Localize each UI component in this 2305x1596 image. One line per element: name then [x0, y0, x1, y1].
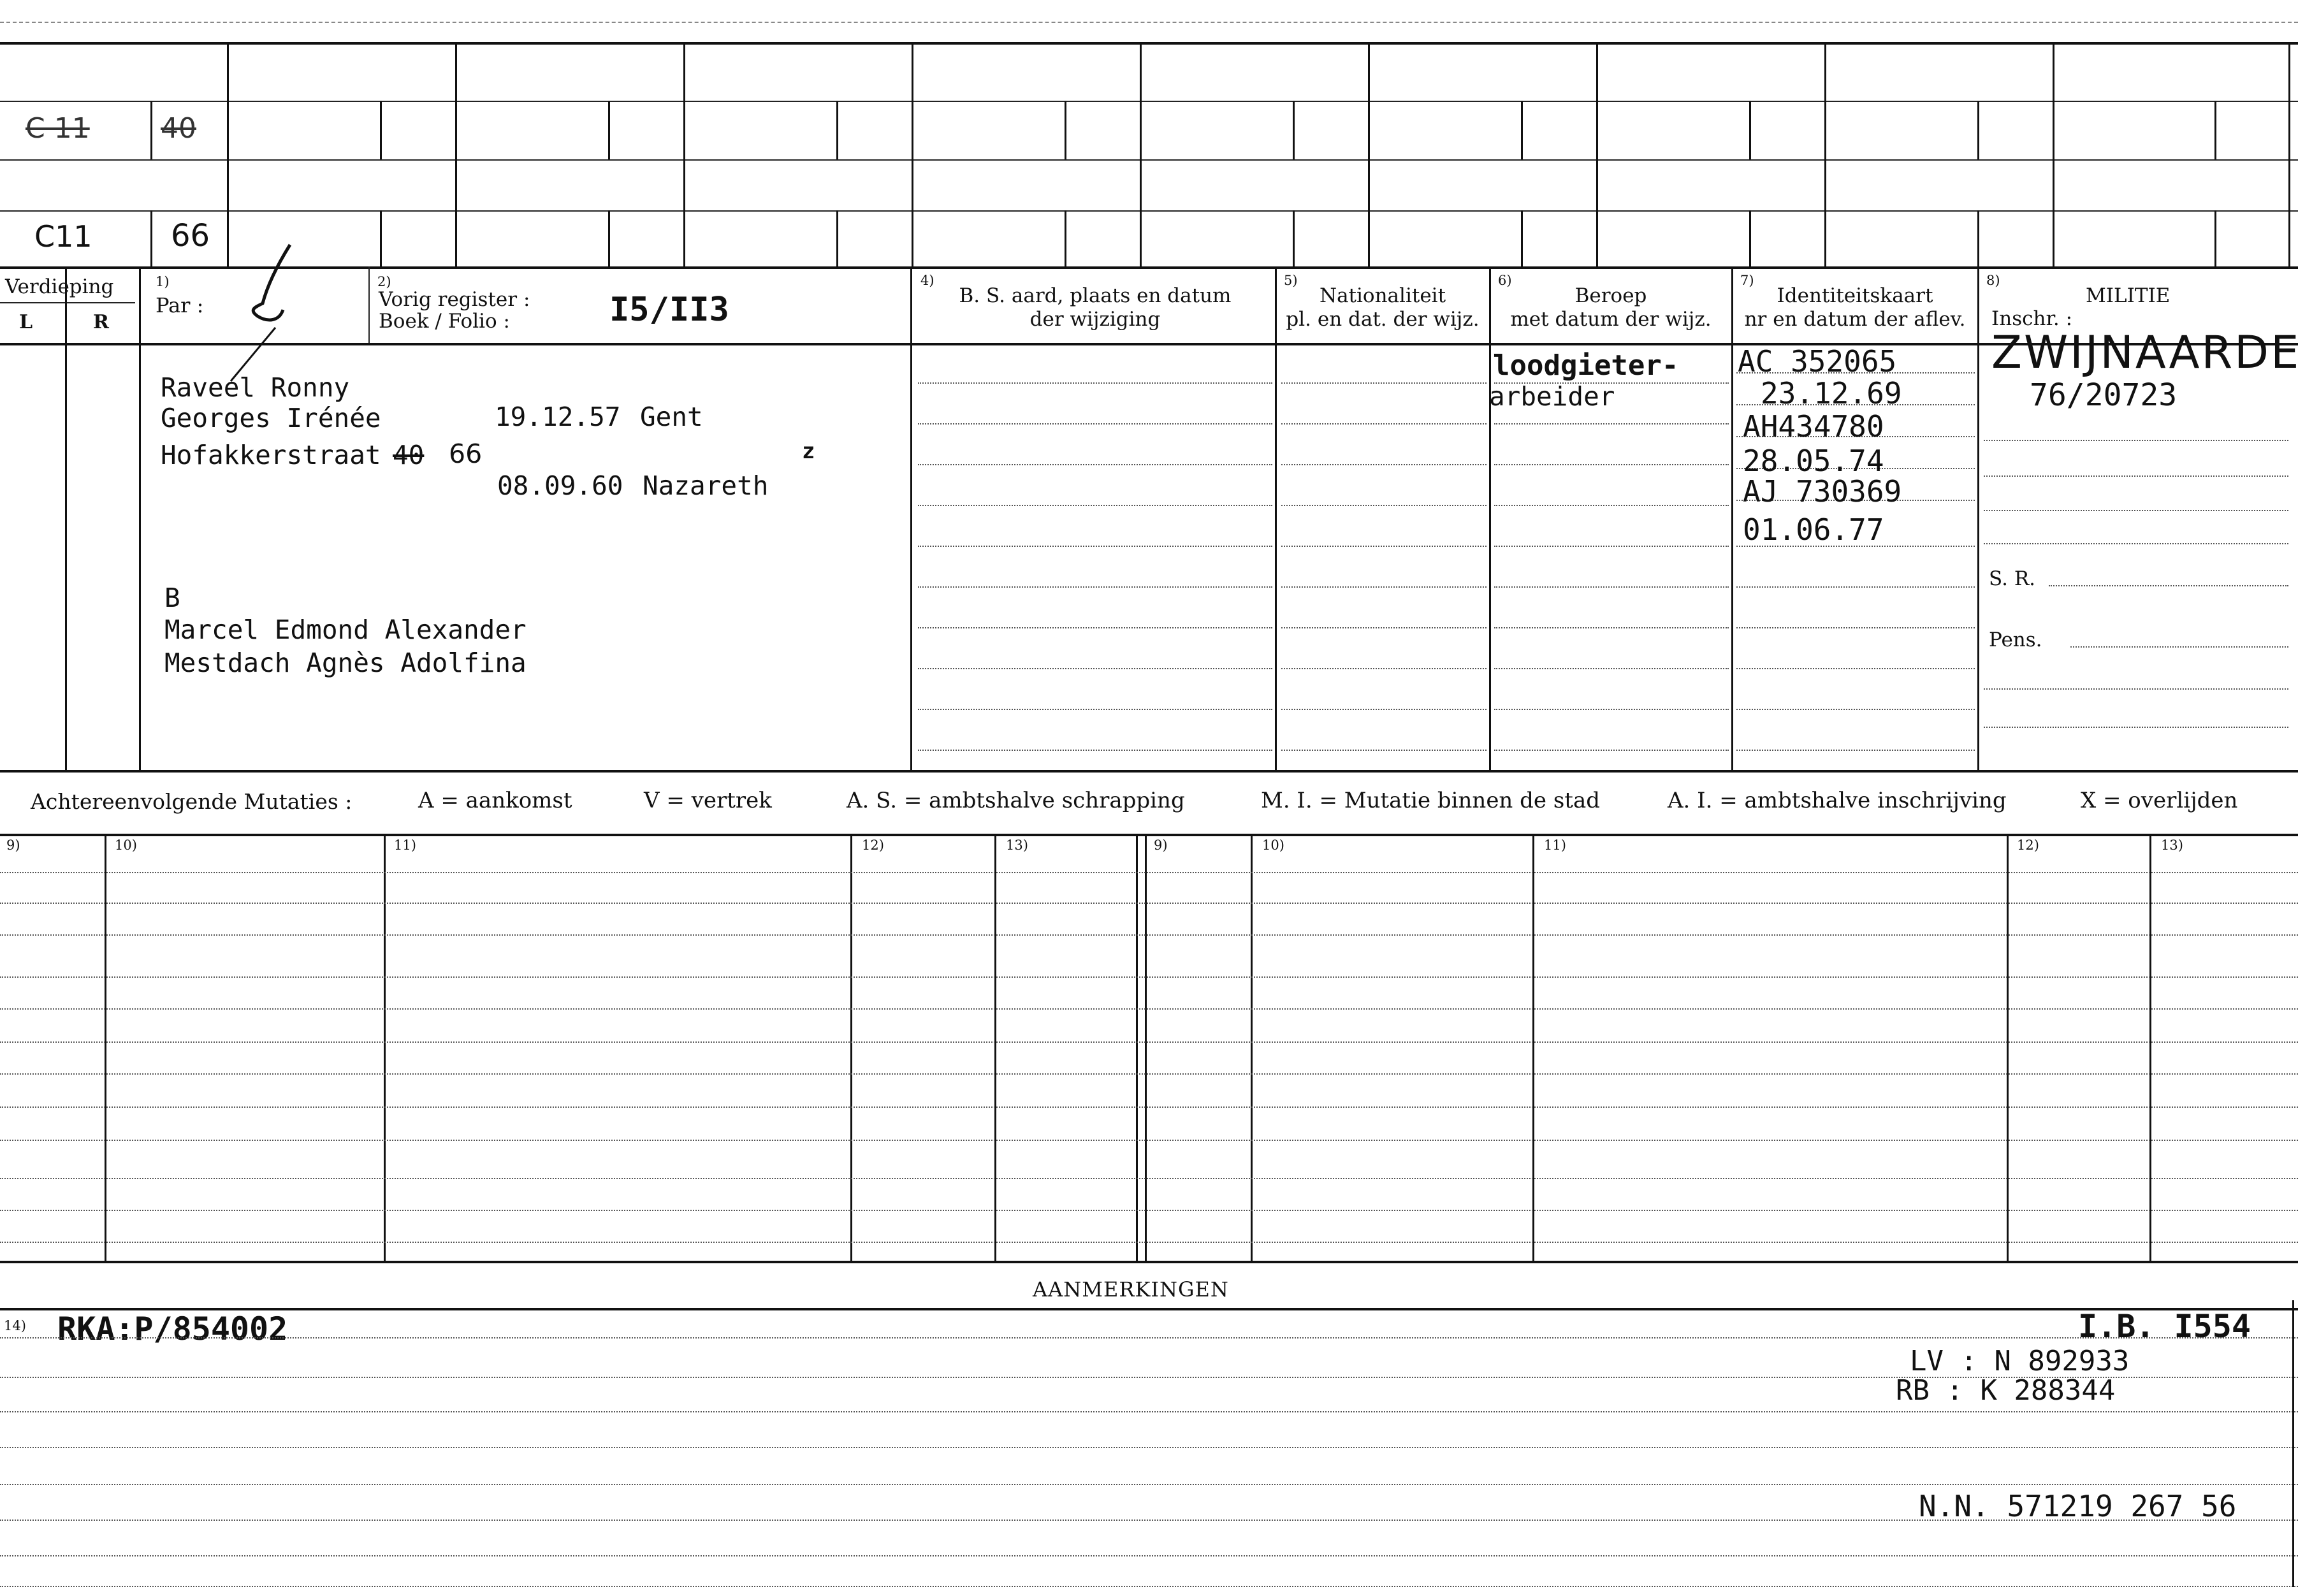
grid-line	[0, 770, 2298, 773]
col-6-number: 6)	[1498, 273, 1512, 288]
grid-line	[1065, 210, 1066, 266]
person-name: Raveel Ronny	[161, 372, 350, 403]
floor-l-label: L	[19, 311, 33, 333]
id-card-date-2: 28.05.74	[1743, 444, 1884, 478]
grid-line	[1749, 101, 1751, 159]
grid-line	[0, 210, 2298, 212]
grid-line	[139, 266, 141, 770]
grid-line	[2149, 834, 2151, 1261]
grid-line	[1065, 101, 1066, 159]
grid-line	[1749, 210, 1751, 266]
identiteitskaart-line2: nr en datum der aflev.	[1744, 308, 1966, 331]
col-5-number: 5)	[1284, 273, 1298, 288]
grid-line	[910, 266, 912, 770]
beroep-header	[1492, 284, 1730, 331]
grid-line	[1977, 101, 1979, 159]
grid-line	[2292, 1300, 2294, 1587]
grid-line	[380, 210, 382, 266]
identiteitskaart-line1: Identiteitskaart	[1777, 284, 1933, 307]
beroep-line1: Beroep	[1574, 284, 1647, 307]
mut-col-11-right: 11)	[1544, 838, 1566, 853]
id-card-3: AJ 730369	[1743, 474, 1902, 509]
grid-line	[2288, 42, 2290, 266]
vorig-register-value: I5/II3	[609, 291, 729, 329]
grid-line	[608, 210, 610, 266]
grid-line	[150, 210, 152, 266]
remarks-title: AANMERKINGEN	[1033, 1277, 1229, 1302]
rka-number: RKA:P/854002	[57, 1310, 288, 1347]
lv-number: LV : N 892933	[1910, 1345, 2130, 1377]
militie-number: 76/20723	[2030, 377, 2178, 413]
bs-header-line2: der wijziging	[1029, 308, 1161, 331]
grid-line	[380, 101, 382, 159]
grid-line	[0, 101, 2298, 102]
mut-col-11-left: 11)	[394, 838, 416, 853]
militie-place: ZWIJNAARDE	[1991, 326, 2301, 379]
grid-line	[1140, 42, 1142, 266]
grid-line	[1977, 266, 1979, 770]
floor-r-label: R	[93, 311, 109, 333]
grid-line	[608, 101, 610, 159]
vorig-register-label: Vorig register :	[379, 288, 530, 311]
grid-line	[105, 834, 106, 1261]
grid-line	[2053, 42, 2054, 266]
grid-line	[1293, 210, 1295, 266]
grid-line	[0, 1308, 2298, 1310]
col-7-number: 7)	[1740, 273, 1754, 288]
legend-inschrijving: A. I. = ambtshalve inschrijving	[1668, 788, 2007, 813]
mutations-title: Achtereenvolgende Mutaties :	[31, 789, 353, 814]
mut-col-10-left: 10)	[115, 838, 137, 853]
grid-line	[368, 266, 370, 343]
grid-line	[1532, 834, 1534, 1261]
mut-col-9-right: 9)	[1154, 838, 1168, 853]
grid-line	[0, 159, 2298, 161]
b-mark: B	[164, 583, 180, 613]
beroep-line2: met datum der wijz.	[1510, 308, 1712, 331]
bs-header-line1: B. S. aard, plaats en datum	[959, 284, 1232, 307]
occupation-line1: loodgieter-	[1493, 349, 1679, 382]
grid-line	[836, 101, 838, 159]
grid-line	[227, 42, 229, 266]
grid-line	[2214, 210, 2216, 266]
grid-line	[65, 266, 67, 770]
id-card-date-1: 23.12.69	[1761, 376, 1902, 410]
handwritten-mark-icon	[217, 240, 312, 390]
nationaliteit-header	[1277, 284, 1488, 331]
col-8-number: 8)	[1986, 273, 2000, 288]
grid-line	[683, 42, 685, 266]
sr-label: S. R.	[1989, 567, 2036, 590]
grid-line	[1977, 210, 1979, 266]
identiteitskaart-header	[1734, 284, 1976, 331]
nationaliteit-line2: pl. en dat. der wijz.	[1286, 308, 1480, 331]
verdieping-label: Verdieping	[5, 275, 114, 298]
mut-col-13-left: 13)	[1006, 838, 1028, 853]
mut-col-10-right: 10)	[1262, 838, 1284, 853]
mut-col-12-left: 12)	[862, 838, 884, 853]
rb-number: RB : K 288344	[1896, 1374, 2116, 1407]
old-house-code: 40	[161, 112, 196, 145]
grid-line	[1731, 266, 1733, 770]
grid-line	[0, 302, 135, 303]
grid-line	[2214, 101, 2216, 159]
old-sector-code: C 11	[25, 112, 90, 145]
street-name: Hofakkerstraat	[161, 440, 381, 470]
grid-line	[0, 266, 2298, 269]
grid-line	[1521, 101, 1523, 159]
grid-line	[384, 834, 386, 1261]
house-number: 66	[449, 439, 483, 469]
id-card-date-3: 01.06.77	[1743, 512, 1884, 547]
settle-date: 08.09.60	[497, 470, 623, 501]
pens-label: Pens.	[1989, 628, 2042, 651]
legend-vertrek: V = vertrek	[644, 788, 772, 813]
legend-mutatie: M. I. = Mutatie binnen de stad	[1261, 788, 1600, 813]
father-name: Marcel Edmond Alexander	[164, 614, 527, 645]
militie-label: MILITIE	[2086, 284, 2170, 307]
nationaliteit-line1: Nationaliteit	[1319, 284, 1446, 307]
sector-code: C11	[34, 219, 92, 254]
grid-line	[1596, 42, 1598, 266]
legend-aankomst: A = aankomst	[418, 788, 572, 813]
mut-col-9-left: 9)	[6, 838, 20, 853]
id-card-1: AC 352065	[1738, 344, 1897, 379]
grid-line	[455, 42, 457, 266]
top-edge-line	[0, 22, 2298, 23]
grid-line	[1251, 834, 1253, 1261]
col-2-number: 2)	[377, 274, 391, 289]
grid-line	[0, 1261, 2298, 1263]
grid-line	[2007, 834, 2009, 1261]
grid-line	[1489, 266, 1491, 770]
grid-line	[1368, 42, 1370, 266]
old-house-number: 40	[393, 440, 425, 470]
col-4-number: 4)	[920, 273, 934, 288]
legend-overlijden: X = overlijden	[2081, 788, 2238, 813]
mother-name: Mestdach Agnès Adolfina	[164, 648, 527, 678]
header-bottom-line	[0, 343, 2298, 345]
legend-schrapping: A. S. = ambtshalve schrapping	[847, 788, 1185, 813]
boek-folio-label: Boek / Folio :	[379, 310, 510, 333]
grid-line	[1293, 101, 1295, 159]
grid-line	[150, 101, 152, 159]
grid-line	[994, 834, 996, 1261]
grid-line	[0, 42, 2298, 45]
grid-line	[0, 834, 2298, 836]
occupation-line2: arbeider	[1489, 381, 1615, 412]
col-1-number: 1)	[156, 274, 170, 289]
nn-number: N.N. 571219 267 56	[1919, 1489, 2237, 1523]
settle-place: Nazareth	[643, 470, 769, 501]
mut-col-12-right: 12)	[2017, 838, 2039, 853]
house-code: 66	[171, 218, 210, 254]
person-given-names: Georges Irénée	[161, 403, 381, 433]
mut-col-13-right: 13)	[2161, 838, 2183, 853]
grid-line	[1145, 834, 1147, 1261]
inschr-label: Inschr. :	[1991, 307, 2073, 330]
grid-line	[1521, 210, 1523, 266]
grid-line	[1824, 42, 1826, 266]
col-14-number: 14)	[4, 1318, 26, 1333]
grid-line	[850, 834, 852, 1261]
z-mark: z	[802, 439, 815, 464]
birth-place: Gent	[640, 402, 703, 432]
par-label: Par :	[156, 293, 204, 317]
ib-number: I.B. I554	[2078, 1308, 2251, 1345]
grid-line	[1136, 834, 1138, 1261]
id-card-2: AH434780	[1743, 409, 1884, 444]
grid-line	[1275, 266, 1277, 770]
birth-date: 19.12.57	[495, 402, 621, 432]
bs-header	[918, 284, 1272, 331]
grid-line	[912, 42, 913, 266]
grid-line	[836, 210, 838, 266]
